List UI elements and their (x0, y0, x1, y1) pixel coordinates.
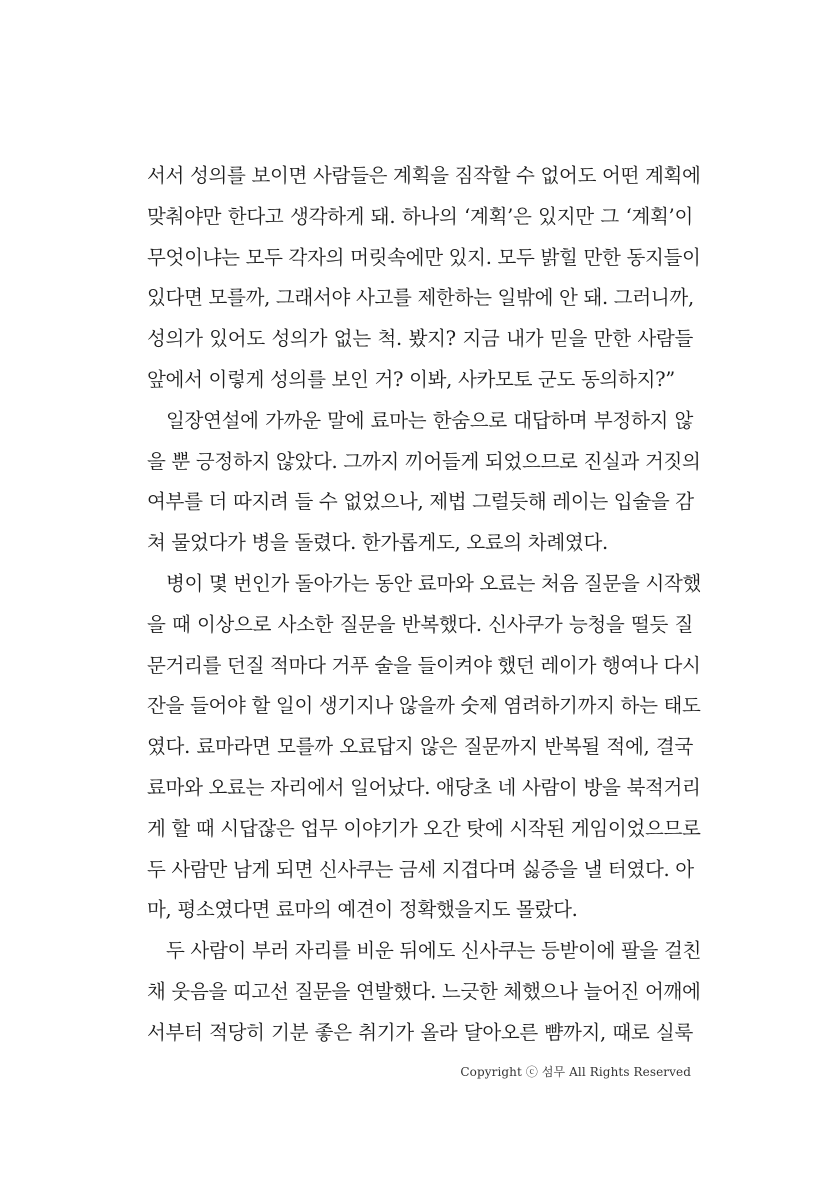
text-line: 서부터 적당히 기분 좋은 취기가 올라 달아오른 뺨까지, 때로 실룩 (147, 1020, 693, 1044)
text-line: 을 때 이상으로 사소한 질문을 반복했다. 신사쿠가 능청을 떨듯 질 (147, 612, 693, 636)
text-line: 있다면 모를까, 그래서야 사고를 제한하는 일밖에 안 돼. 그러니까, (147, 286, 694, 310)
text-line: 문거리를 던질 적마다 거푸 술을 들이켜야 했던 레이가 행여나 다시 (147, 653, 701, 677)
text-line: 서서 성의를 보이면 사람들은 계획을 짐작할 수 없어도 어떤 계획에 (147, 164, 701, 187)
text-line: 성의가 있어도 성의가 없는 척. 봤지? 지금 내가 믿을 만한 사람들 (147, 327, 693, 351)
text-line: 채 웃음을 띠고선 질문을 연발했다. 느긋한 체했으나 늘어진 어깨에 (147, 979, 701, 1003)
copyright-notice: Copyright ⓒ 섬무 All Rights Reserved (460, 1065, 691, 1079)
text-line: 잔을 들어야 할 일이 생기지나 않을까 숫제 염려하기까지 하는 태도 (147, 694, 701, 718)
text-line: 마, 평소였다면 료마의 예견이 정확했을지도 몰랐다. (147, 898, 578, 922)
text-line: 두 사람만 남게 되면 신사쿠는 금세 지겹다며 싫증을 낼 터였다. 아 (147, 857, 694, 881)
body-text (147, 156, 702, 1054)
text-line: 였다. 료마라면 모를까 오료답지 않은 질문까지 반복될 적에, 결국 (147, 735, 693, 759)
text-line: 무엇이냐는 모두 각자의 머릿속에만 있지. 모두 밝힐 만한 동지들이 (147, 245, 701, 269)
text-line: 여부를 더 따지려 들 수 없었으나, 제법 그럴듯해 레이는 입술을 감 (147, 490, 694, 514)
text-line: 쳐 물었다가 병을 돌렸다. 한가롭게도, 오료의 차례였다. (147, 531, 608, 555)
text-line: 맞춰야만 한다고 생각하게 돼. 하나의 ‘계획’은 있지만 그 ‘계획’이 (147, 204, 693, 228)
text-line: 을 뿐 긍정하지 않았다. 그까지 끼어들게 되었으므로 진실과 거짓의 (147, 449, 701, 473)
text-line: 게 할 때 시답잖은 업무 이야기가 오간 탓에 시작된 게임이었으므로 (147, 816, 701, 840)
text-line: 앞에서 이렇게 성의를 보인 거? 이봐, 사카모토 군도 동의하지?” (147, 367, 675, 391)
text-line: 일장연설에 가까운 말에 료마는 한숨으로 대답하며 부정하지 않 (166, 408, 693, 432)
text-line: 료마와 오료는 자리에서 일어났다. 애당초 네 사람이 방을 북적거리 (147, 775, 701, 799)
text-line: 병이 몇 번인가 돌아가는 동안 료마와 오료는 처음 질문을 시작했 (166, 571, 702, 595)
text-line: 두 사람이 부러 자리를 비운 뒤에도 신사쿠는 등받이에 팔을 걸친 (166, 939, 702, 963)
